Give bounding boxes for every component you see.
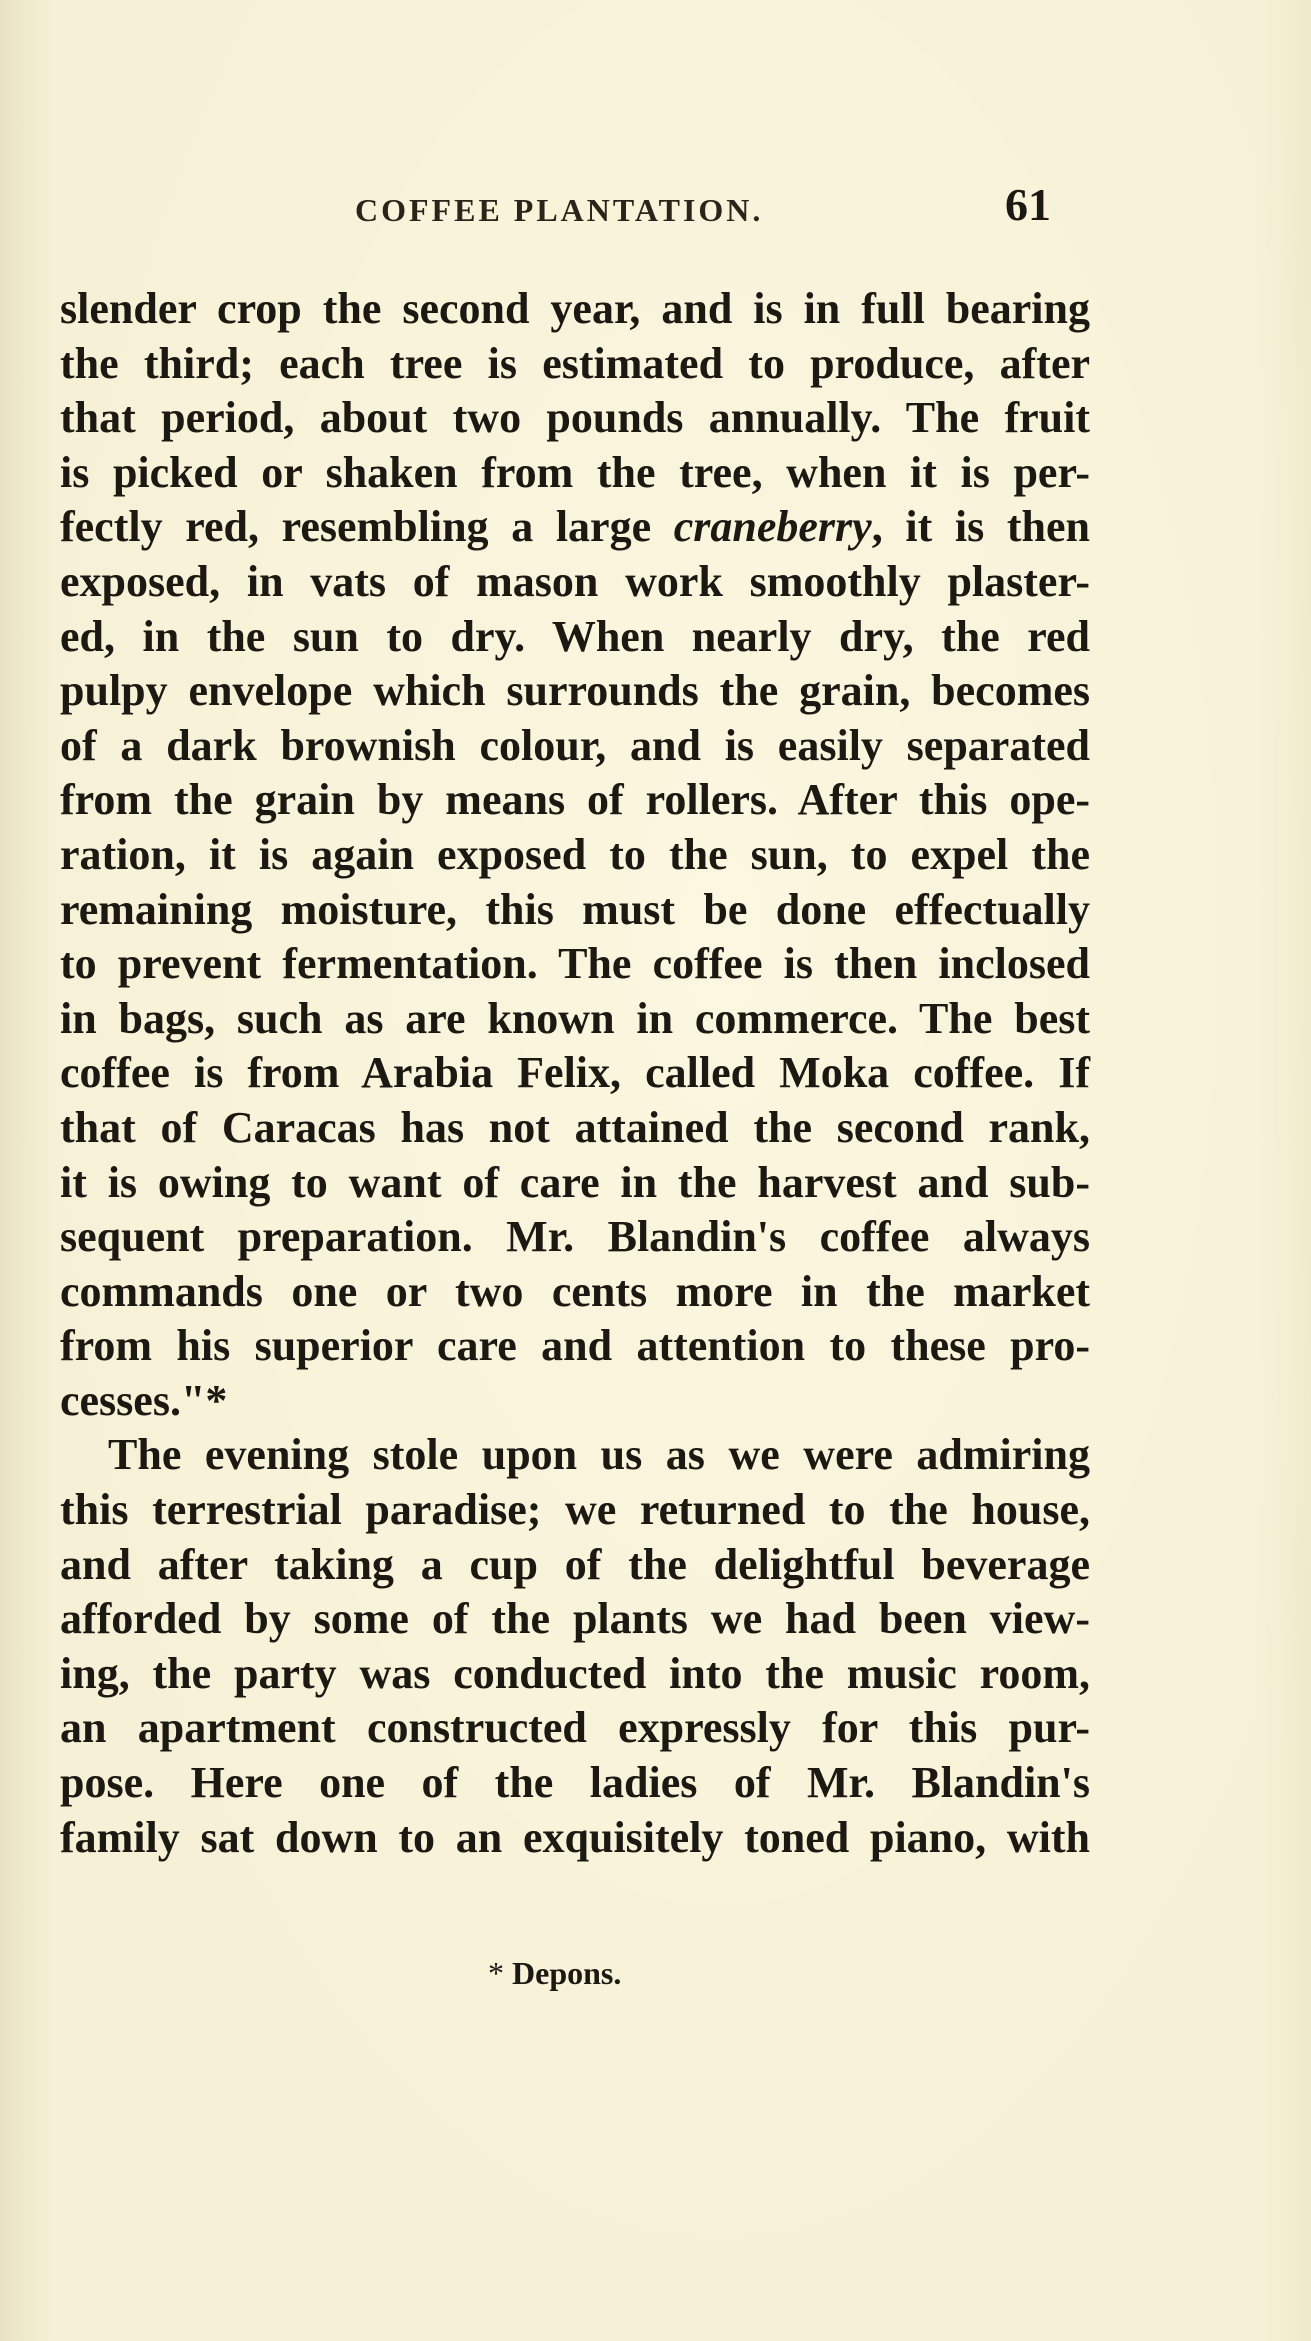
text-line: in bags, such as are known in commerce. The best [60, 993, 1090, 1043]
text-line: ing, the party was conducted into the music room, [60, 1648, 1090, 1698]
page-number: 61 [1005, 179, 1051, 230]
text-line: is picked or shaken from the tree, when it is per- [60, 447, 1090, 497]
text-line: the third; each tree is estimated to produce, after [60, 338, 1090, 388]
text-line: family sat down to an exquisitely toned piano, with [60, 1812, 1090, 1862]
text-line-with-italic [60, 500, 1090, 555]
text-line: remaining moisture, this must be done effectually [60, 884, 1090, 934]
text-line: of a dark brownish colour, and is easily separated [60, 720, 1090, 770]
text-line: exposed, in vats of mason work smoothly plaster- [60, 556, 1090, 606]
footnote-marker: * [488, 1955, 504, 1991]
running-title: COFFEE PLANTATION. [355, 192, 764, 228]
text-line: this terrestrial paradise; we returned to the house, [60, 1485, 1090, 1535]
text-line: that period, about two pounds annually. The fruit [60, 393, 1090, 443]
text-line: commands one or two cents more in the market [60, 1266, 1090, 1316]
text-line: ed, in the sun to dry. When nearly dry, the red [60, 611, 1090, 661]
text-segment: , it is then [871, 502, 1090, 552]
text-line: ration, it is again exposed to the sun, to expel the [60, 829, 1090, 879]
text-segment: fectly red, resembling a large [60, 502, 674, 552]
italic-word: craneberry [673, 502, 872, 552]
text-line: from the grain by means of rollers. After this ope- [60, 775, 1090, 825]
footnote [488, 1955, 621, 1992]
text-line: sequent preparation. Mr. Blandin's coffee always [60, 1212, 1090, 1262]
text-line: an apartment constructed expressly for this pur- [60, 1703, 1090, 1753]
text-line: and after taking a cup of the delightful beverage [60, 1539, 1090, 1589]
text-line: it is owing to want of care in the harvest and sub- [60, 1157, 1090, 1207]
text-line: afforded by some of the plants we had been view- [60, 1594, 1090, 1644]
text-line: pose. Here one of the ladies of Mr. Blandin's [60, 1758, 1090, 1808]
footnote-text: Depons. [512, 1955, 622, 1991]
text-line: that of Caracas has not attained the second rank, [60, 1102, 1090, 1152]
body-text [60, 282, 1090, 1865]
text-line: slender crop the second year, and is in full bearing [60, 284, 1090, 333]
text-line: cesses."* [60, 1375, 228, 1425]
text-line: pulpy envelope which surrounds the grain, becomes [60, 666, 1090, 716]
text-line: coffee is from Arabia Felix, called Moka coffee. If [60, 1048, 1090, 1098]
text-line: to prevent fermentation. The coffee is then inclosed [60, 939, 1090, 989]
text-line: from his superior care and attention to these pro- [60, 1321, 1090, 1371]
text-line: The evening stole upon us as we were admiring [108, 1430, 1090, 1480]
